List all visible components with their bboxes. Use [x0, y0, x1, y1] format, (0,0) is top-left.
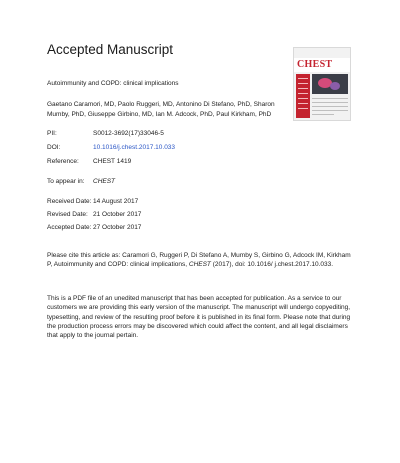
disclaimer-paragraph: This is a PDF file of an unedited manuscript that has been accepted for publication. As a service to our customers we are providing this early version of the manuscript. The manuscript will undergo copyediting, typesetting, and review of the resulting proof before it is published in its final form. Please note that during the production process errors may be discovered which could affect the content, and all legal disclaimers that apply to the journal pertain. — [47, 295, 351, 340]
accepted-date: 27 October 2017 — [93, 224, 142, 231]
citation-journal: CHEST — [188, 261, 211, 269]
received-row — [47, 198, 138, 205]
journal-cover — [293, 47, 351, 121]
appear-journal: CHEST — [93, 178, 116, 185]
revised-date: 21 October 2017 — [93, 211, 142, 218]
doi-row — [47, 144, 175, 151]
cover-image — [312, 74, 348, 94]
received-date: 14 August 2017 — [93, 198, 139, 205]
reference-row — [47, 158, 131, 165]
citation-paragraph — [47, 251, 352, 270]
accepted-row — [47, 224, 141, 231]
citation-prefix: Please cite this article as: Caramori G, Ruggeri P, Di Stefano A, Mumby S, Girbino G, Adcock IM, Kirkham P, Autoimmunity and COPD: clinical implications, — [47, 252, 351, 269]
cover-brand-logo: CHEST — [297, 59, 333, 70]
pii-row — [47, 130, 164, 137]
doi-label: DOI: — [47, 144, 61, 151]
manuscript-heading: Accepted Manuscript — [47, 42, 174, 57]
cover-sidebar — [296, 74, 310, 118]
doi-link[interactable]: 10.1016/j.chest.2017.10.033 — [93, 144, 176, 151]
revised-row — [47, 211, 141, 218]
pii-label: PII: — [47, 130, 57, 137]
accepted-label: Accepted Date: — [47, 224, 92, 231]
citation-suffix: (2017), doi: 10.1016/ j.chest.2017.10.033. — [212, 261, 334, 269]
received-label: Received Date: — [47, 198, 92, 205]
article-title: Autoimmunity and COPD: clinical implications — [47, 80, 179, 87]
pii-value: S0012-3692(17)33046-5 — [93, 130, 164, 137]
reference-label: Reference: — [47, 158, 79, 165]
appear-label: To appear in: — [47, 178, 85, 185]
cover-text-lines — [312, 98, 348, 118]
revised-label: Revised Date: — [47, 211, 88, 218]
reference-value: CHEST 1419 — [93, 158, 132, 165]
appear-row — [47, 178, 115, 185]
author-list: Gaetano Caramori, MD, Paolo Ruggeri, MD, Antonino Di Stefano, PhD, Sharon Mumby, PhD, Giuseppe Girbino, MD, Ian M. Adcock, PhD, Paul Kirkham, PhD — [47, 101, 275, 118]
